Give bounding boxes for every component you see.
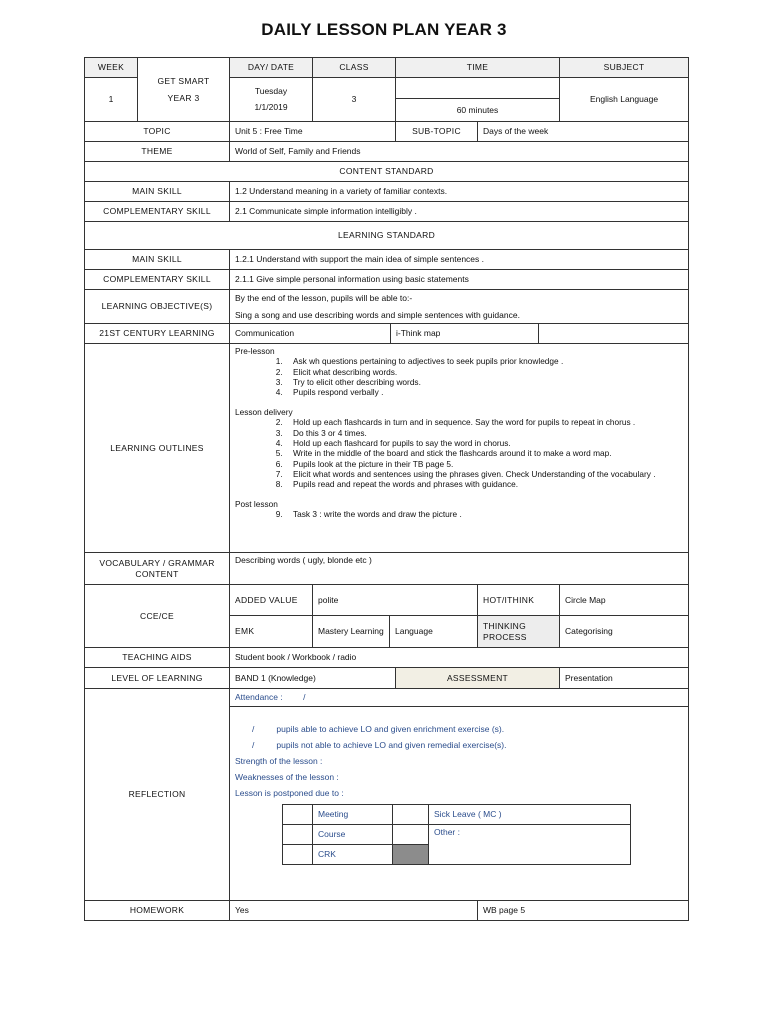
post-lesson-heading: Post lesson <box>235 498 278 509</box>
week-label: WEEK <box>85 58 138 78</box>
attendance-label: Attendance : <box>235 692 283 702</box>
reflection-cell <box>230 689 689 901</box>
subject-value: English Language <box>560 78 689 122</box>
lesson-delivery-list <box>235 417 683 490</box>
post-item: 9. Task 3 : write the words and draw the picture . <box>285 509 683 519</box>
ls-comp-skill-label: COMPLEMENTARY SKILL <box>85 270 230 290</box>
post-lesson-list <box>235 509 683 519</box>
course-checkbox[interactable] <box>283 825 313 845</box>
date-value: 1/1/2019 <box>254 102 288 112</box>
year-name: YEAR 3 <box>167 92 200 103</box>
weakness-text: Weaknesses of the lesson : <box>235 772 339 782</box>
subject-label: SUBJECT <box>560 58 689 78</box>
time-label: TIME <box>396 58 560 78</box>
book-cell <box>138 58 230 122</box>
thinking-value: Categorising <box>560 616 689 648</box>
thinking-label: THINKING PROCESS <box>478 616 560 648</box>
emk-label: EMK <box>230 616 313 648</box>
meeting-checkbox[interactable] <box>283 805 313 825</box>
other-label: Other : <box>429 825 631 865</box>
emk-value-1: Mastery Learning <box>313 616 390 647</box>
cs-comp-skill-value: 2.1 Communicate simple information intelligibly . <box>230 202 689 222</box>
ls-main-skill-label: MAIN SKILL <box>85 250 230 270</box>
assessment-label: ASSESSMENT <box>396 668 560 689</box>
learning-standard-heading: LEARNING STANDARD <box>85 222 689 250</box>
time-cell <box>396 78 560 122</box>
emk-cell <box>313 616 478 648</box>
reflection-achieve-row <box>235 721 683 737</box>
day-value: Tuesday <box>254 86 288 97</box>
sick-leave-checkbox[interactable] <box>393 805 429 825</box>
century-cell <box>230 324 689 344</box>
other-checkbox[interactable] <box>393 825 429 845</box>
strength-text: Strength of the lesson : <box>235 756 323 766</box>
not-achieve-slash: / <box>252 740 255 750</box>
pre-lesson-heading: Pre-lesson <box>235 346 275 356</box>
assessment-value: Presentation <box>560 668 689 689</box>
theme-value: World of Self, Family and Friends <box>230 142 689 162</box>
achieve-text: pupils able to achieve LO and given enrichment exercise (s). <box>276 724 505 734</box>
book-name: GET SMART <box>157 75 210 86</box>
shaded-cell <box>393 845 429 865</box>
homework-value-1: Yes <box>230 901 478 921</box>
day-date-cell <box>230 78 313 122</box>
sick-leave-label: Sick Leave ( MC ) <box>429 805 631 825</box>
aids-label: TEACHING AIDS <box>85 648 230 668</box>
cs-comp-skill-label: COMPLEMENTARY SKILL <box>85 202 230 222</box>
aids-value: Student book / Workbook / radio <box>230 648 689 668</box>
delivery-item: 7. Elicit what words and sentences using the phrases given. Check Understanding of the vocabulary . <box>285 469 683 479</box>
postponed-reason-table <box>282 804 631 865</box>
delivery-item: 6. Pupils look at the picture in their TB page 5. <box>285 459 683 469</box>
week-value: 1 <box>85 78 138 122</box>
lesson-delivery-heading: Lesson delivery <box>235 406 293 417</box>
vocab-value: Describing words ( ugly, blonde etc ) <box>230 553 689 585</box>
emk-value-2: Language <box>395 626 433 637</box>
homework-label: HOMEWORK <box>85 901 230 921</box>
hot-label: HOT/ITHINK <box>478 585 560 616</box>
reflection-label: REFLECTION <box>85 689 230 901</box>
objectives-line-2: Sing a song and use describing words and simple sentences with guidance. <box>235 309 520 320</box>
topic-label: TOPIC <box>85 122 230 142</box>
added-value-label: ADDED VALUE <box>230 585 313 616</box>
crk-checkbox[interactable] <box>283 845 313 865</box>
course-label: Course <box>313 825 393 845</box>
century-label: 21ST CENTURY LEARNING <box>85 324 230 344</box>
objectives-cell <box>230 290 689 324</box>
cce-label: CCE/CE <box>85 585 230 648</box>
level-value: BAND 1 (Knowledge) <box>230 668 396 689</box>
subtopic-value: Days of the week <box>478 122 689 142</box>
hot-value: Circle Map <box>560 585 689 616</box>
theme-label: THEME <box>85 142 230 162</box>
subtopic-label: SUB-TOPIC <box>396 122 478 142</box>
cs-main-skill-label: MAIN SKILL <box>85 182 230 202</box>
level-label: LEVEL OF LEARNING <box>85 668 230 689</box>
objectives-label: LEARNING OBJECTIVE(S) <box>85 290 230 324</box>
objectives-line-1: By the end of the lesson, pupils will be able to:- <box>235 292 413 303</box>
pre-item: 2. Elicit what describing words. <box>285 367 683 377</box>
delivery-item: 8. Pupils read and repeat the words and phrases with guidance. <box>285 479 683 489</box>
topic-value: Unit 5 : Free Time <box>230 122 396 142</box>
delivery-item: 5. Write in the middle of the board and stick the flashcards around it to make a word map. <box>285 448 683 458</box>
pre-item: 4. Pupils respond verbally . <box>285 387 683 397</box>
reflection-not-achieve-row <box>235 737 683 753</box>
pre-item: 1. Ask wh questions pertaining to adjectives to seek pupils prior knowledge . <box>285 356 683 366</box>
lesson-plan-table <box>84 57 689 921</box>
pre-item: 3. Try to elicit other describing words. <box>285 377 683 387</box>
attendance-slash: / <box>303 692 306 702</box>
page-title: DAILY LESSON PLAN YEAR 3 <box>261 20 507 39</box>
attendance-row <box>230 689 688 707</box>
time-value: 60 minutes <box>456 104 499 115</box>
vocab-label: VOCABULARY / GRAMMAR CONTENT <box>85 553 230 585</box>
content-standard-heading: CONTENT STANDARD <box>85 162 689 182</box>
crk-label: CRK <box>313 845 393 865</box>
not-achieve-text: pupils not able to achieve LO and given remedial exercise(s). <box>276 740 507 750</box>
delivery-item: 4. Hold up each flashcard for pupils to say the word in chorus. <box>285 438 683 448</box>
meeting-label: Meeting <box>313 805 393 825</box>
century-value-2: i-Think map <box>391 324 539 343</box>
added-value: polite <box>313 585 478 616</box>
cs-main-skill-value: 1.2 Understand meaning in a variety of familiar contexts. <box>230 182 689 202</box>
day-date-label: DAY/ DATE <box>230 58 313 78</box>
outlines-cell <box>230 344 689 553</box>
postponed-text: Lesson is postponed due to : <box>235 788 344 798</box>
homework-value-2: WB page 5 <box>478 901 689 921</box>
delivery-item: 2. Hold up each flashcards in turn and in sequence. Say the word for pupils to repeat in chorus . <box>285 417 683 427</box>
delivery-item: 3. Do this 3 or 4 times. <box>285 428 683 438</box>
century-value-1: Communication <box>230 324 391 343</box>
class-label: CLASS <box>313 58 396 78</box>
achieve-slash: / <box>252 724 255 734</box>
outlines-label: LEARNING OUTLINES <box>85 344 230 553</box>
ls-comp-skill-value: 2.1.1 Give simple personal information using basic statements <box>230 270 689 290</box>
ls-main-skill-value: 1.2.1 Understand with support the main idea of simple sentences . <box>230 250 689 270</box>
class-value: 3 <box>313 78 396 122</box>
pre-lesson-list <box>235 356 683 397</box>
